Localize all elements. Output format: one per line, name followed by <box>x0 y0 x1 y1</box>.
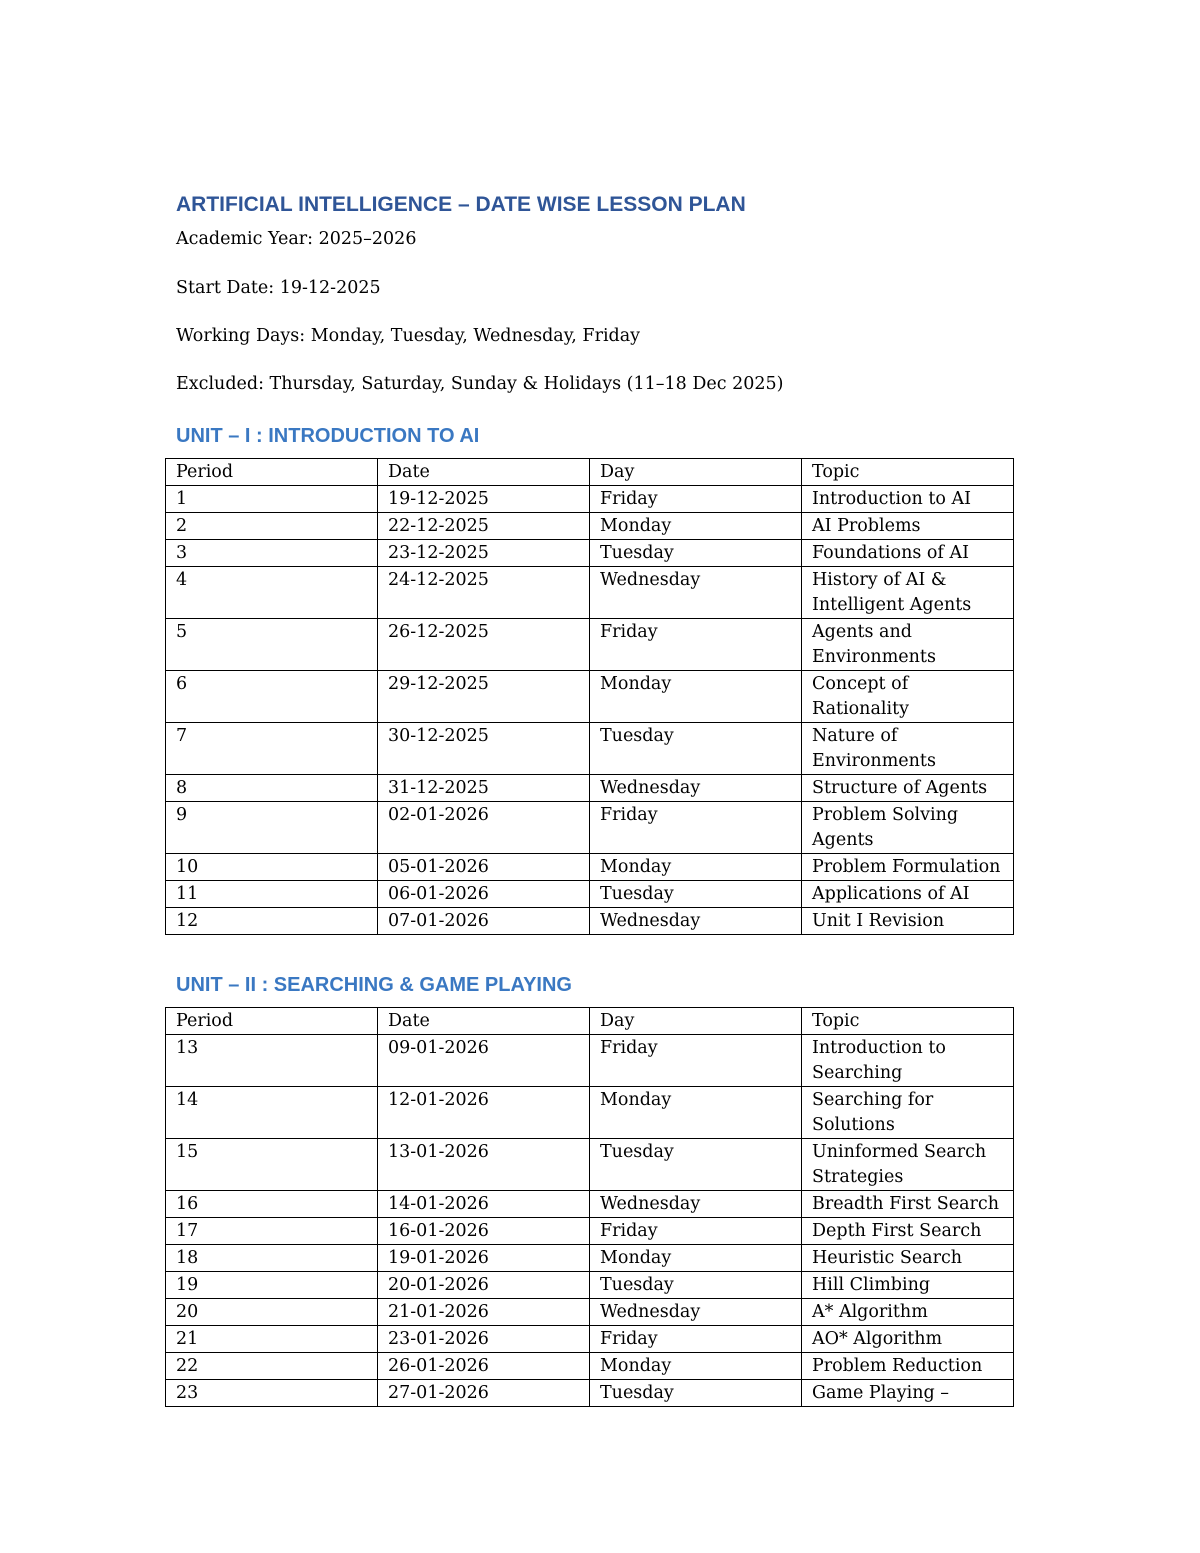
table-row <box>166 723 1014 775</box>
cell-day: Friday <box>590 1218 802 1245</box>
cell-day: Wednesday <box>590 1299 802 1326</box>
table-row <box>166 1191 1014 1218</box>
column-header-date: Date <box>378 1008 590 1035</box>
cell-date: 23-12-2025 <box>378 540 590 567</box>
cell-topic: AI Problems <box>802 513 1014 540</box>
document-title: ARTIFICIAL INTELLIGENCE – DATE WISE LESSON PLAN <box>176 193 746 216</box>
cell-topic: A* Algorithm <box>802 1299 1014 1326</box>
table-row <box>166 775 1014 802</box>
unit-1-table <box>165 458 1014 935</box>
cell-date: 07-01-2026 <box>378 908 590 935</box>
cell-day: Wednesday <box>590 1191 802 1218</box>
cell-date: 21-01-2026 <box>378 1299 590 1326</box>
working-days: Working Days: Monday, Tuesday, Wednesday, Friday <box>176 326 641 346</box>
cell-date: 09-01-2026 <box>378 1035 590 1087</box>
cell-topic: Applications of AI <box>802 881 1014 908</box>
cell-date: 23-01-2026 <box>378 1326 590 1353</box>
cell-topic: History of AI & Intelligent Agents <box>802 567 1014 619</box>
table-row <box>166 1299 1014 1326</box>
cell-topic: Introduction to AI <box>802 486 1014 513</box>
table-row <box>166 1353 1014 1380</box>
cell-day: Monday <box>590 1353 802 1380</box>
cell-period: 5 <box>166 619 378 671</box>
cell-period: 20 <box>166 1299 378 1326</box>
cell-period: 2 <box>166 513 378 540</box>
cell-day: Tuesday <box>590 1272 802 1299</box>
column-header-day: Day <box>590 459 802 486</box>
cell-topic: Hill Climbing <box>802 1272 1014 1299</box>
table-row <box>166 1139 1014 1191</box>
cell-day: Friday <box>590 1035 802 1087</box>
unit-1-heading: UNIT – I : INTRODUCTION TO AI <box>176 425 480 447</box>
table-row <box>166 1380 1014 1407</box>
cell-date: 30-12-2025 <box>378 723 590 775</box>
table-row <box>166 1326 1014 1353</box>
cell-topic: Problem Formulation <box>802 854 1014 881</box>
table-row <box>166 513 1014 540</box>
cell-day: Monday <box>590 513 802 540</box>
cell-period: 23 <box>166 1380 378 1407</box>
column-header-date: Date <box>378 459 590 486</box>
cell-period: 3 <box>166 540 378 567</box>
start-date: Start Date: 19-12-2025 <box>176 278 381 298</box>
column-header-topic: Topic <box>802 459 1014 486</box>
cell-period: 4 <box>166 567 378 619</box>
cell-day: Friday <box>590 619 802 671</box>
cell-period: 15 <box>166 1139 378 1191</box>
cell-period: 10 <box>166 854 378 881</box>
cell-date: 31-12-2025 <box>378 775 590 802</box>
cell-period: 9 <box>166 802 378 854</box>
table-row <box>166 1087 1014 1139</box>
cell-period: 16 <box>166 1191 378 1218</box>
cell-period: 13 <box>166 1035 378 1087</box>
cell-date: 14-01-2026 <box>378 1191 590 1218</box>
cell-topic: Uninformed Search Strategies <box>802 1139 1014 1191</box>
excluded-days: Excluded: Thursday, Saturday, Sunday & Holidays (11–18 Dec 2025) <box>176 374 784 394</box>
cell-day: Monday <box>590 1087 802 1139</box>
cell-day: Tuesday <box>590 540 802 567</box>
cell-topic: Searching for Solutions <box>802 1087 1014 1139</box>
cell-date: 19-01-2026 <box>378 1245 590 1272</box>
cell-topic: Depth First Search <box>802 1218 1014 1245</box>
cell-day: Friday <box>590 802 802 854</box>
cell-period: 21 <box>166 1326 378 1353</box>
table-row <box>166 1218 1014 1245</box>
cell-topic: Unit I Revision <box>802 908 1014 935</box>
cell-period: 14 <box>166 1087 378 1139</box>
cell-topic: Introduction to Searching <box>802 1035 1014 1087</box>
cell-day: Monday <box>590 1245 802 1272</box>
cell-date: 12-01-2026 <box>378 1087 590 1139</box>
cell-day: Wednesday <box>590 567 802 619</box>
cell-day: Tuesday <box>590 881 802 908</box>
cell-date: 26-01-2026 <box>378 1353 590 1380</box>
cell-topic: Game Playing – <box>802 1380 1014 1407</box>
cell-topic: Problem Reduction <box>802 1353 1014 1380</box>
cell-topic: Foundations of AI <box>802 540 1014 567</box>
cell-day: Wednesday <box>590 908 802 935</box>
cell-topic: Nature of Environments <box>802 723 1014 775</box>
cell-period: 17 <box>166 1218 378 1245</box>
cell-period: 12 <box>166 908 378 935</box>
cell-day: Friday <box>590 486 802 513</box>
cell-date: 13-01-2026 <box>378 1139 590 1191</box>
table-row <box>166 671 1014 723</box>
cell-date: 06-01-2026 <box>378 881 590 908</box>
cell-period: 19 <box>166 1272 378 1299</box>
cell-day: Monday <box>590 671 802 723</box>
unit-2-heading: UNIT – II : SEARCHING & GAME PLAYING <box>176 974 572 996</box>
cell-topic: Concept of Rationality <box>802 671 1014 723</box>
cell-date: 02-01-2026 <box>378 802 590 854</box>
table-row <box>166 567 1014 619</box>
cell-date: 22-12-2025 <box>378 513 590 540</box>
cell-day: Tuesday <box>590 723 802 775</box>
unit-2-table <box>165 1007 1014 1407</box>
table-header-row <box>166 459 1014 486</box>
cell-period: 18 <box>166 1245 378 1272</box>
table-row <box>166 1245 1014 1272</box>
column-header-period: Period <box>166 459 378 486</box>
cell-day: Friday <box>590 1326 802 1353</box>
cell-date: 27-01-2026 <box>378 1380 590 1407</box>
table-row <box>166 881 1014 908</box>
cell-period: 1 <box>166 486 378 513</box>
academic-year: Academic Year: 2025–2026 <box>176 229 417 249</box>
cell-topic: Heuristic Search <box>802 1245 1014 1272</box>
table-header-row <box>166 1008 1014 1035</box>
cell-day: Monday <box>590 854 802 881</box>
column-header-period: Period <box>166 1008 378 1035</box>
table-row <box>166 619 1014 671</box>
cell-day: Tuesday <box>590 1139 802 1191</box>
cell-period: 8 <box>166 775 378 802</box>
table-row <box>166 1035 1014 1087</box>
cell-date: 26-12-2025 <box>378 619 590 671</box>
cell-date: 20-01-2026 <box>378 1272 590 1299</box>
cell-topic: Agents and Environments <box>802 619 1014 671</box>
column-header-day: Day <box>590 1008 802 1035</box>
cell-topic: AO* Algorithm <box>802 1326 1014 1353</box>
table-row <box>166 854 1014 881</box>
cell-topic: Breadth First Search <box>802 1191 1014 1218</box>
cell-period: 22 <box>166 1353 378 1380</box>
cell-topic: Problem Solving Agents <box>802 802 1014 854</box>
table-row <box>166 486 1014 513</box>
cell-date: 24-12-2025 <box>378 567 590 619</box>
cell-date: 19-12-2025 <box>378 486 590 513</box>
cell-day: Tuesday <box>590 1380 802 1407</box>
table-row <box>166 540 1014 567</box>
table-row <box>166 908 1014 935</box>
cell-date: 05-01-2026 <box>378 854 590 881</box>
column-header-topic: Topic <box>802 1008 1014 1035</box>
table-row <box>166 1272 1014 1299</box>
cell-period: 6 <box>166 671 378 723</box>
cell-period: 7 <box>166 723 378 775</box>
cell-date: 29-12-2025 <box>378 671 590 723</box>
cell-topic: Structure of Agents <box>802 775 1014 802</box>
cell-date: 16-01-2026 <box>378 1218 590 1245</box>
table-row <box>166 802 1014 854</box>
cell-day: Wednesday <box>590 775 802 802</box>
cell-period: 11 <box>166 881 378 908</box>
